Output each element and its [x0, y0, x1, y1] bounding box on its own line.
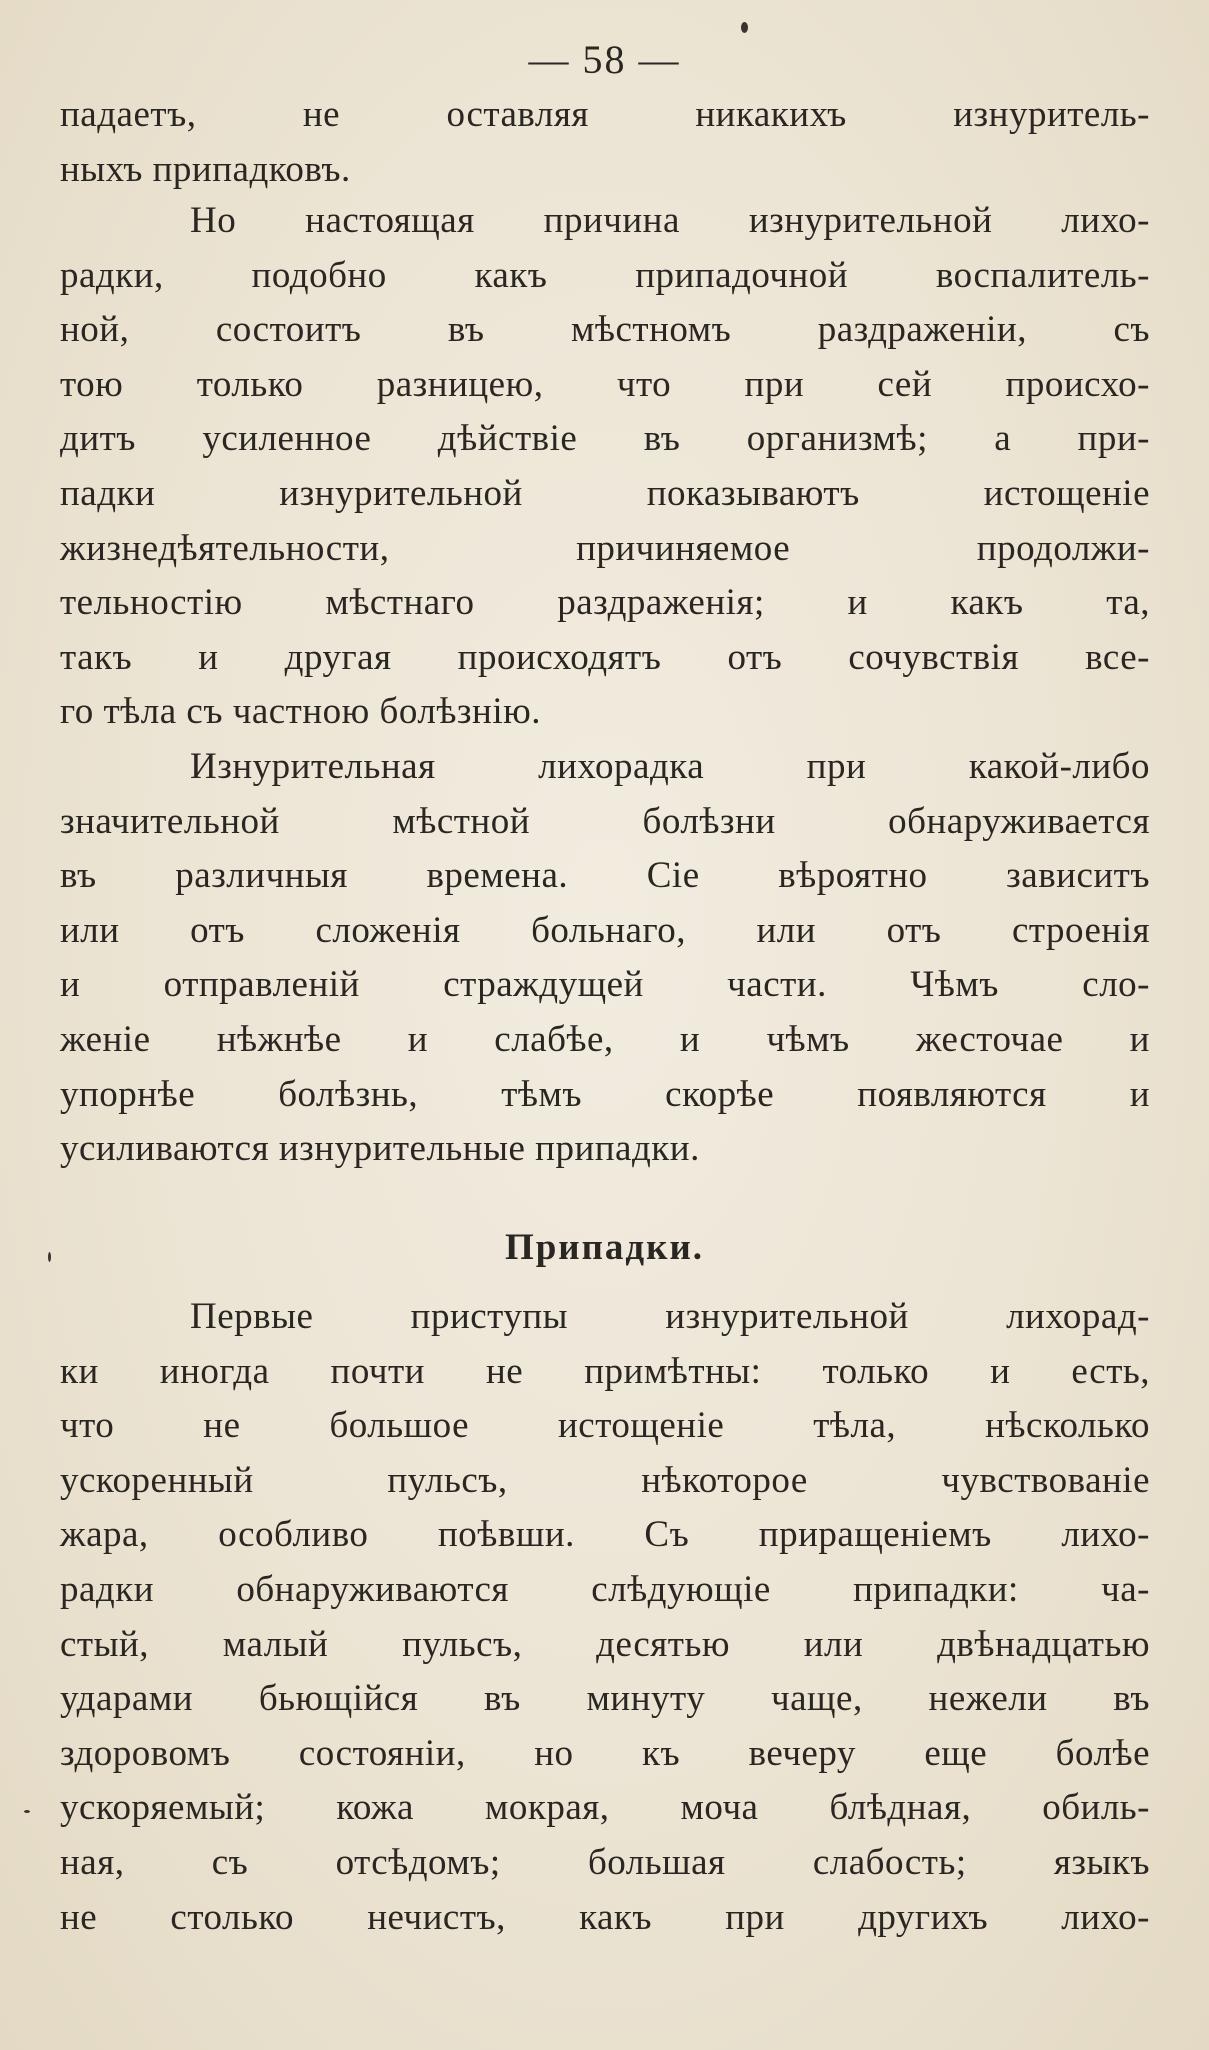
text-line: ная, съ отсѣдомъ; большая слабость; языкъ	[60, 1841, 1150, 1883]
text-line: тельностію мѣстнаго раздраженія; и какъ та,	[60, 582, 1150, 624]
text-line: ной, состоитъ въ мѣстномъ раздраженіи, съ	[60, 309, 1150, 351]
text-line: значительной мѣстной болѣзни обнаруживается	[60, 800, 1150, 842]
paragraph-onset	[60, 740, 1150, 1177]
text-line: ки иногда почти не примѣтны: только и есть,	[60, 1350, 1150, 1392]
text-line: упорнѣе болѣзнь, тѣмъ скорѣе появляются и	[60, 1073, 1150, 1115]
text-line: что не большое истощеніе тѣла, нѣсколько	[60, 1405, 1150, 1447]
text-line: тою только разницею, что при сей происхо-	[60, 363, 1150, 405]
text-line: падки изнурительной показываютъ истощеніе	[60, 472, 1150, 514]
text-line: падаетъ, не оставляя никакихъ изнуритель-	[60, 94, 1150, 135]
text-line: радки обнаруживаются слѣдующіе припадки: ча-	[60, 1568, 1150, 1610]
text-line: го тѣла съ частною болѣзнію.	[60, 691, 541, 733]
text-line: или отъ сложенія больнаго, или отъ строенія	[60, 909, 1150, 951]
text-line: такъ и другая происходятъ отъ сочувствія все-	[60, 636, 1150, 678]
text-line: жара, особливо поѣвши. Съ приращеніемъ лихо-	[60, 1514, 1150, 1556]
text-line: жизнедѣятельности, причиняемое продолжи-	[60, 527, 1150, 569]
text-line: ныхъ припадковъ.	[60, 148, 351, 190]
text-line: ударами бьющійся въ минуту чаще, нежели въ	[60, 1678, 1150, 1720]
text-line: ускоренный пульсъ, нѣкоторое чувствованіе	[60, 1459, 1150, 1501]
text-line: и отправленій страждущей части. Чѣмъ сло-	[60, 964, 1150, 1006]
ink-speck	[48, 1252, 51, 1262]
text-line: радки, подобно какъ припадочной воспалитель-	[60, 254, 1150, 296]
text-line: въ различныя времена. Сіе вѣроятно зависитъ	[60, 855, 1150, 897]
text-line: Изнурительная лихорадка при какой-либо	[190, 746, 1150, 787]
text-line: ускоряемый; кожа мокрая, моча блѣдная, обиль-	[60, 1787, 1150, 1829]
ink-speck	[741, 22, 748, 33]
paragraph-cause	[60, 194, 1150, 740]
page-number: — 58 —	[528, 37, 681, 82]
section-heading: Припадки.	[504, 1227, 705, 1268]
paragraph-continuation	[60, 88, 1150, 197]
text-line: усиливаются изнурительные припадки.	[60, 1128, 700, 1170]
text-line: здоровомъ состояніи, но къ вечеру еще болѣе	[60, 1732, 1150, 1774]
text-line: стый, малый пульсъ, десятью или двѣнадцатью	[60, 1623, 1150, 1665]
text-line: Но настоящая причина изнурительной лихо-	[190, 200, 1150, 241]
text-line: Первые приступы изнурительной лихорад-	[190, 1296, 1150, 1337]
text-line: не столько нечистъ, какъ при другихъ лихо-	[60, 1896, 1150, 1938]
text-line: женіе нѣжнѣе и слабѣе, и чѣмъ жесточае и	[60, 1018, 1150, 1060]
ink-speck	[24, 1810, 30, 1813]
text-line: дитъ усиленное дѣйствіе въ организмѣ; а при-	[60, 418, 1150, 460]
paragraph-symptoms	[60, 1290, 1150, 1945]
